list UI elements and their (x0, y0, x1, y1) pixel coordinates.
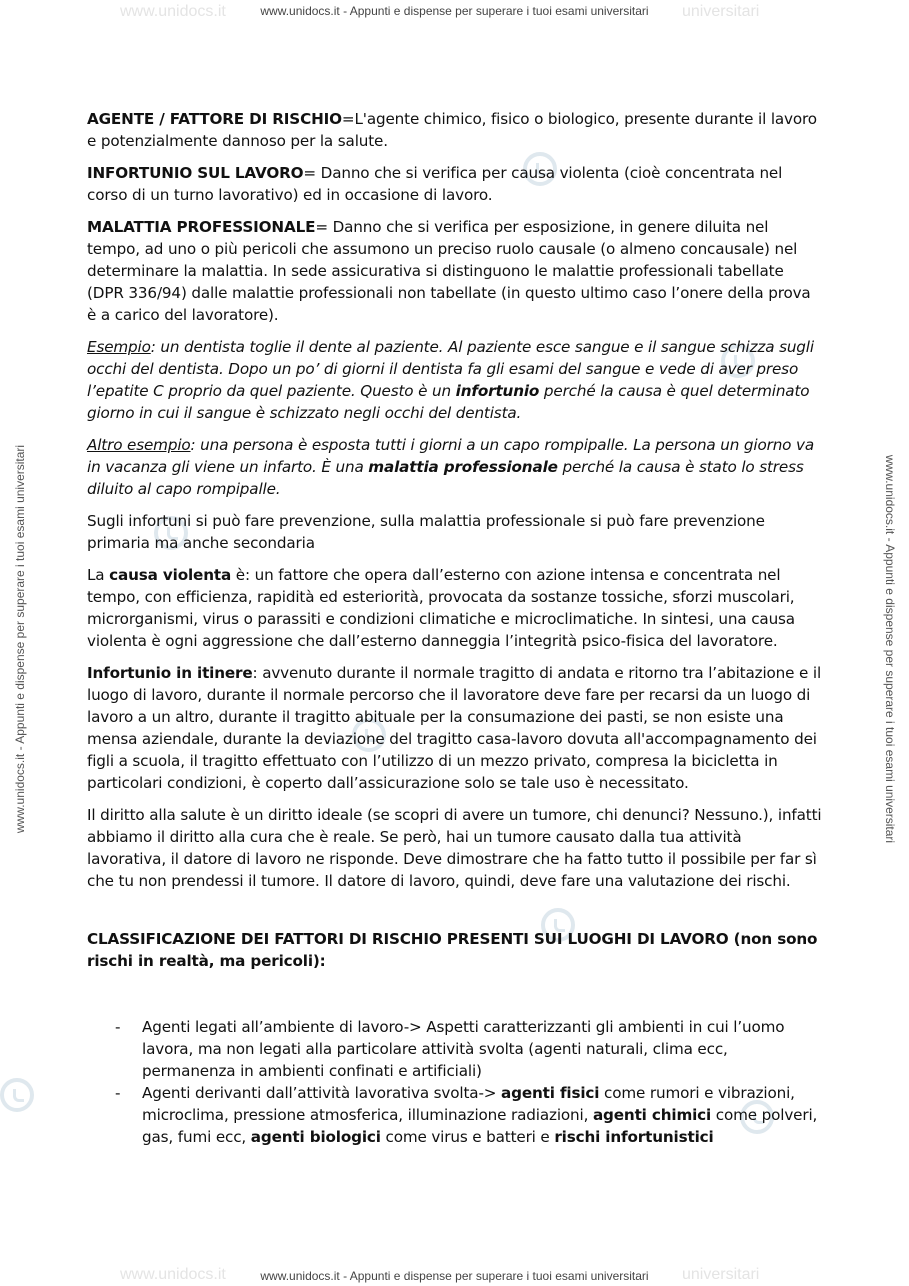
list-dash: - (115, 1084, 121, 1102)
left-side-watermark: www.unidocs.it - Appunti e dispense per superare i tuoi esami universitari (13, 444, 27, 834)
right-side-watermark: www.unidocs.it - Appunti e dispense per superare i tuoi esami universitari (883, 454, 897, 844)
list-bold-agenti-chimici: agenti chimici (592, 1106, 712, 1124)
section-heading: CLASSIFICAZIONE DEI FATTORI DI RISCHIO PRESENTI SUI LUOGHI DI LAVORO (non sono rischi in realtà, ma pericoli): (87, 930, 818, 970)
definition-agente: =L'agente chimico, fisico o biologico, presente durante il lavoro e potenzialmente dannoso per la salute. (87, 110, 817, 150)
esempio-bold: infortunio (455, 382, 540, 400)
paragraph-infortunio (87, 162, 823, 206)
list-bold-agenti-biologici: agenti biologici (250, 1128, 381, 1146)
term-agente: AGENTE / FATTORE DI RISCHIO (87, 110, 342, 128)
label-esempio: Esempio (87, 338, 151, 356)
paragraph-altro-esempio (87, 434, 823, 500)
page-header-watermark: www.unidocs.it - Appunti e dispense per superare i tuoi esami universitari (260, 4, 649, 18)
list-item-text-1: Agenti derivanti dall’attività lavorativa svolta-> (142, 1084, 502, 1102)
page-footer-watermark: www.unidocs.it - Appunti e dispense per superare i tuoi esami universitari (260, 1269, 649, 1283)
altro-esempio-bold: malattia professionale (368, 458, 558, 476)
list-item-text-3: come polveri, gas, fumi ecc, (142, 1106, 818, 1146)
list-item-text: Agenti legati all’ambiente di lavoro-> Aspetti caratterizzanti gli ambienti in cui l’uomo lavora, ma non legati alla particolare attività svolta (agenti naturali, clima ecc, permanenza in ambienti confinati e artificiali) (142, 1018, 785, 1080)
watermark-logo-icon (0, 1078, 34, 1112)
paragraph-diritto: Il diritto alla salute è un diritto ideale (se scopri di avere un tumore, chi denunci? Nessuno.), infatti abbiamo il diritto alla cura che è reale. Se però, hai un tumore causato dalla tua attività lavorativa, il datore di lavoro ne risponde. Deve dimostrare che ha fatto tutto il possibile per far sì che tu non prendessi il tumore. Il datore di lavoro, quindi, deve fare una valutazione dei rischi. (87, 806, 822, 890)
list-bold-rischi-infortunistici: rischi infortunistici (554, 1128, 714, 1146)
term-infortunio: INFORTUNIO SUL LAVORO (87, 164, 304, 182)
watermark-ghost-bottom-right: universitari (682, 1266, 760, 1283)
definition-itinere: : avvenuto durante il normale tragitto di andata e ritorno tra l’abitazione e il luogo di lavoro, durante il normale percorso che il lavoratore deve fare per recarsi da un luogo di lavoro a un altro, durante il tragitto abituale per la consumazione dei pasti, se non esiste una mensa aziendale, durante la deviazione del tragitto casa-lavoro dovuta all'accompagnamento dei figli a scuola, il tragitto effettuato con l’utilizzo di un mezzo privato, compresa la bicicletta in particolari condizioni, è coperto dall’assicurazione solo se tale uso è necessitato. (87, 664, 822, 792)
paragraph-esempio (87, 336, 823, 424)
paragraph-prevenzione: Sugli infortuni si può fare prevenzione, sulla malattia professionale si può fare prevenzione primaria ma anche secondaria (87, 512, 765, 552)
paragraph-agente (87, 108, 823, 152)
watermark-ghost-top-left: www.unidocs.it (120, 3, 226, 20)
watermark-ghost-top-right: universitari (682, 3, 760, 20)
label-altro-esempio: Altro esempio (87, 436, 191, 454)
document-body (87, 108, 823, 1148)
definition-infortunio: = Danno che si verifica per causa violenta (cioè concentrata nel corso di un turno lavorativo) ed in occasione di lavoro. (87, 164, 783, 204)
paragraph-itinere (87, 662, 823, 794)
paragraph-malattia (87, 216, 823, 326)
esempio-text-1: : un dentista toglie il dente al paziente. Al paziente esce sangue e il sangue schizza sugli occhi del dentista. Dopo un po’ di giorni il dentista fa gli esami del sangue e vede di aver preso l’epatite C proprio da quel paziente. Questo è un (87, 338, 814, 400)
causa-prefix: La (87, 566, 110, 584)
definition-malattia: = Danno che si verifica per esposizione, in genere diluita nel tempo, ad uno o più pericoli che assumono un preciso ruolo causale (o almeno concausale) nel determinare la malattia. In sede assicurativa si distinguono le malattie professionali tabellate (DPR 336/94) dalle malattie professionali non tabellate (in questo ultimo caso l’onere della prova è a carico del lavoratore). (87, 218, 811, 324)
altro-esempio-text-1: : una persona è esposta tutti i giorni a un capo rompipalle. La persona un giorno va in vacanza gli viene un infarto. È una (87, 436, 814, 476)
list-bold-agenti-fisici: agenti fisici (501, 1084, 600, 1102)
list-item-text-4: come virus e batteri e (380, 1128, 555, 1146)
list-item (87, 1016, 823, 1082)
watermark-ghost-bottom-left: www.unidocs.it (120, 1266, 226, 1283)
list-item-text-2: come rumori e vibrazioni, microclima, pressione atmosferica, illuminazione radiazioni, (142, 1084, 795, 1124)
term-itinere: Infortunio in itinere (87, 664, 253, 682)
list-item (87, 1082, 823, 1148)
term-causa-violenta: causa violenta (109, 566, 232, 584)
list-dash: - (115, 1018, 121, 1036)
risk-factor-list (87, 1016, 823, 1148)
esempio-text-2: perché la causa è quel determinato giorno in cui il sangue è schizzato negli occhi del dentista. (87, 382, 810, 422)
term-malattia: MALATTIA PROFESSIONALE (87, 218, 316, 236)
paragraph-causa-violenta (87, 564, 823, 652)
altro-esempio-text-2: perché la causa è stato lo stress diluito al capo rompipalle. (87, 458, 804, 498)
definition-causa-violenta: è: un fattore che opera dall’esterno con azione intensa e concentrata nel tempo, con efficienza, rapidità ed esteriorità, provocata da sostanze tossiche, sforzi muscolari, microrganismi, virus o parassiti e condizioni climatiche e microclimatiche. In sintesi, una causa violenta è ogni aggressione che dall’esterno danneggia l’integrità psico-fisica del lavoratore. (87, 566, 795, 650)
